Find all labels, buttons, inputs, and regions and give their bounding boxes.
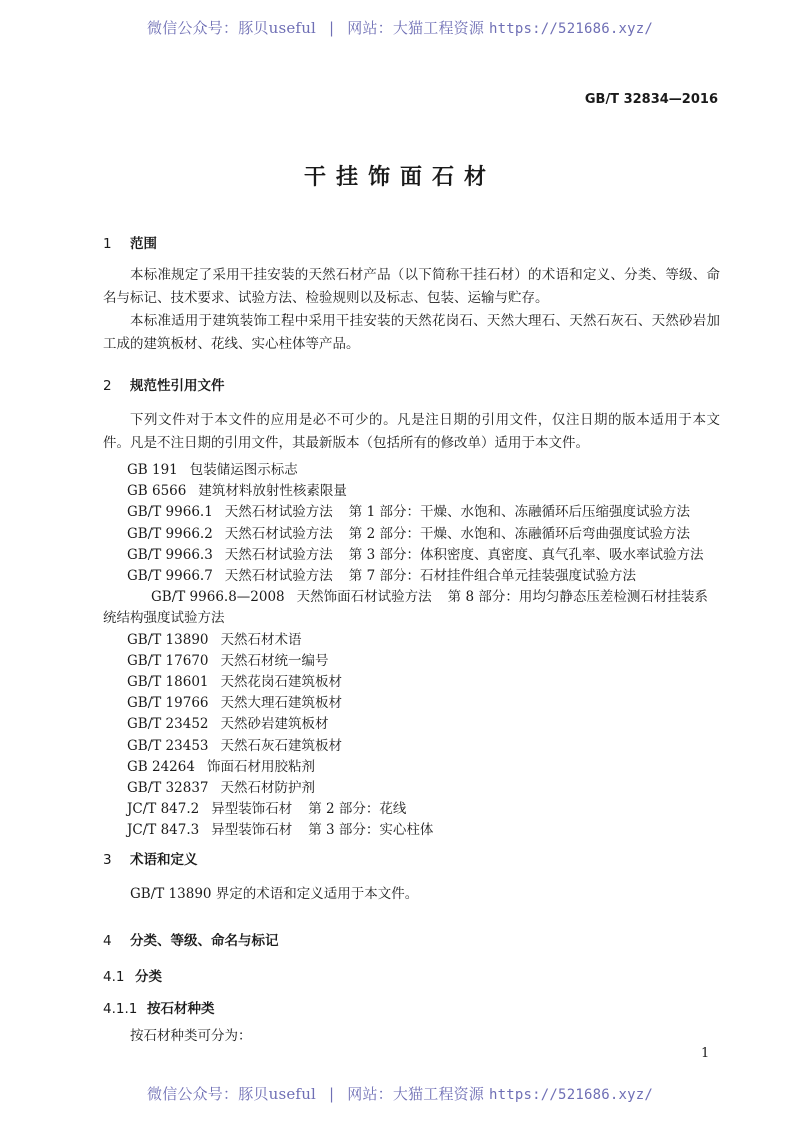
page-number: 1: [701, 1046, 710, 1061]
reference-code: GB/T 13890: [127, 631, 209, 648]
reference-code: GB/T 17670: [127, 652, 209, 669]
reference-part: 第 2 部分：干燥、水饱和、冻融循环后弯曲强度试验方法: [348, 525, 690, 542]
watermark-url[interactable]: https://521686.xyz/: [489, 1087, 653, 1103]
section-number: 2: [103, 378, 112, 394]
reference-code: GB 191: [127, 462, 178, 478]
reference-item: [103, 502, 720, 523]
section-number: 4.1: [103, 969, 125, 985]
reference-part: 第 3 部分：体积密度、真密度、真气孔率、吸水率试验方法: [348, 546, 704, 563]
watermark-bottom: [0, 1083, 800, 1104]
reference-title: 天然石灰石建筑板材: [220, 737, 342, 754]
reference-code: GB/T 23453: [127, 737, 209, 754]
watermark-top: [0, 17, 800, 38]
reference-title: 天然大理石建筑板材: [220, 695, 342, 712]
reference-item: [103, 820, 720, 841]
section-title: 分类、等级、命名与标记: [130, 933, 279, 949]
reference-code: GB/T 32837: [127, 780, 209, 797]
watermark-site: 网站：大猫工程资源: [347, 1085, 485, 1103]
section-number: 1: [103, 236, 112, 252]
reference-title: 天然石材术语: [220, 631, 302, 648]
reference-part: 第 8 部分：用均匀静态压差检测石材挂装系统结构强度试验方法: [103, 589, 708, 627]
reference-title: 天然石材防护剂: [220, 780, 315, 797]
section-4-heading: [103, 929, 279, 949]
reference-code: GB 6566: [127, 483, 187, 500]
reference-item: [103, 778, 720, 799]
reference-item: [103, 714, 720, 735]
reference-title: 天然石材统一编号: [220, 652, 329, 669]
reference-item: [103, 587, 720, 629]
reference-item: [103, 545, 720, 566]
reference-part: 第 1 部分：干燥、水饱和、冻融循环后压缩强度试验方法: [348, 504, 690, 521]
section-1-paragraph-2: 本标准适用于建筑装饰工程中采用干挂安装的天然花岗石、天然大理石、天然石灰石、天然砂岩加工成的建筑板材、花线、实心柱体等产品。: [103, 313, 720, 352]
reference-code: JC/T 847.3: [127, 822, 200, 839]
reference-code: GB/T 9966.3: [127, 546, 213, 563]
reference-title: 异型装饰石材: [211, 801, 293, 818]
reference-part: 第 3 部分：实心柱体: [308, 822, 434, 839]
reference-title: 天然饰面石材试验方法: [296, 589, 432, 606]
section-2-intro: 下列文件对于本文件的应用是必不可少的。凡是注日期的引用文件，仅注日期的版本适用于本文件。凡是不注日期的引用文件，其最新版本（包括所有的修改单）适用于本文件。: [103, 412, 720, 451]
watermark-wechat: 微信公众号：豚贝useful: [147, 1085, 317, 1103]
document-title: 干挂饰面石材: [303, 165, 496, 190]
reference-title: 天然石材试验方法: [224, 504, 333, 521]
reference-title: 包装储运图示标志: [189, 462, 298, 478]
reference-item: [103, 736, 720, 757]
reference-code: GB/T 9966.2: [127, 525, 213, 542]
section-number: 3: [103, 852, 112, 868]
reference-code: JC/T 847.2: [127, 801, 200, 818]
section-title: 规范性引用文件: [130, 378, 225, 394]
watermark-wechat: 微信公众号：豚贝useful: [147, 19, 317, 37]
reference-item: [103, 566, 720, 587]
reference-code: GB/T 9966.1: [127, 504, 213, 521]
section-1-heading: [103, 232, 157, 252]
section-4-1-heading: [103, 965, 162, 985]
section-number: 4: [103, 933, 112, 949]
section-3-heading: [103, 848, 198, 868]
reference-code: GB/T 19766: [127, 695, 209, 712]
reference-code: GB/T 18601: [127, 674, 209, 691]
reference-item: [103, 757, 720, 778]
reference-item: [103, 524, 720, 545]
reference-item: [103, 460, 720, 481]
section-4-1-1-heading: [103, 997, 215, 1017]
reference-part: 第 7 部分：石材挂件组合单元挂装强度试验方法: [348, 568, 636, 585]
section-4-1-1-paragraph: 按石材种类可分为：: [130, 1028, 252, 1044]
reference-title: 天然花岗石建筑板材: [220, 674, 342, 691]
reference-item: [103, 672, 720, 693]
reference-item: [103, 693, 720, 714]
section-title: 术语和定义: [130, 852, 198, 868]
reference-code: GB/T 23452: [127, 716, 209, 733]
section-title: 按石材种类: [147, 1001, 215, 1017]
section-2-heading: [103, 374, 225, 394]
section-number: 4.1.1: [103, 1001, 138, 1017]
reference-part: 第 2 部分：花线: [308, 801, 407, 818]
section-title: 范围: [130, 236, 157, 252]
watermark-site: 网站：大猫工程资源: [347, 19, 485, 37]
reference-title: 天然石材试验方法: [224, 546, 333, 563]
reference-item: [103, 651, 720, 672]
standard-code: GB/T 32834—2016: [584, 92, 718, 107]
reference-item: [103, 630, 720, 651]
watermark-divider: |: [329, 19, 335, 37]
reference-code: GB/T 9966.7: [127, 568, 213, 585]
reference-title: 天然石材试验方法: [224, 525, 333, 542]
reference-title: 饰面石材用胶粘剂: [206, 758, 315, 775]
reference-code: GB/T 9966.8—2008: [151, 589, 285, 606]
watermark-url[interactable]: https://521686.xyz/: [489, 21, 653, 37]
watermark-divider: |: [329, 1085, 335, 1103]
section-title: 分类: [135, 969, 162, 985]
reference-item: [103, 481, 720, 502]
normative-references-list: [103, 460, 720, 842]
section-1-paragraph-1: 本标准规定了采用干挂安装的天然石材产品（以下简称干挂石材）的术语和定义、分类、等级、命名与标记、技术要求、试验方法、检验规则以及标志、包装、运输与贮存。: [103, 267, 720, 306]
reference-code: GB 24264: [127, 758, 195, 775]
reference-title: 天然石材试验方法: [224, 568, 333, 585]
reference-title: 异型装饰石材: [211, 822, 293, 839]
reference-title: 建筑材料放射性核素限量: [198, 483, 347, 500]
section-3-paragraph: GB/T 13890 界定的术语和定义适用于本文件。: [130, 886, 419, 902]
reference-title: 天然砂岩建筑板材: [220, 716, 329, 733]
reference-item: [103, 799, 720, 820]
